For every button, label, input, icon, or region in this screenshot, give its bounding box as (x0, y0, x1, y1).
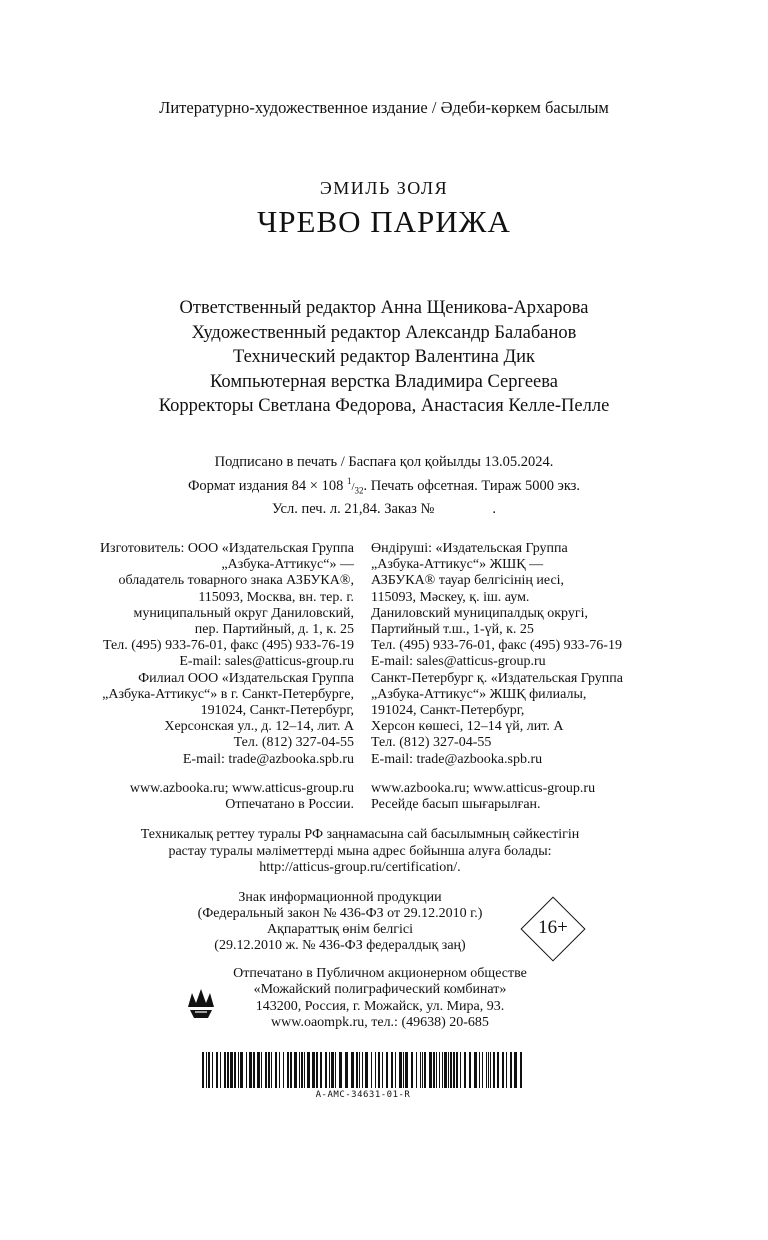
format-prefix: Формат издания 84 × 108 (187, 477, 347, 494)
manufacturer-kz-line: Даниловский муниципалдық округі, (371, 605, 588, 621)
barcode-bar (216, 1052, 218, 1088)
barcode-bar (382, 1052, 383, 1088)
barcode-bar (442, 1052, 443, 1088)
barcode-bar (249, 1052, 252, 1088)
barcode-bar (474, 1052, 477, 1088)
branch-ru-line: E-mail: trade@azbooka.spb.ru (182, 751, 354, 767)
barcode-bar (436, 1052, 437, 1088)
format-line: Формат издания 84 × 108 $^1/_{32}$. Печать офсетная. Тираж 5000 экз. (187, 475, 581, 496)
credit-line: Компьютерная верстка Владимира Сергеева (210, 371, 558, 392)
barcode-bar (212, 1052, 213, 1088)
printer-line: 143200, Россия, г. Можайск, ул. Мира, 93. (255, 998, 505, 1014)
manufacturer-kz (371, 541, 731, 813)
barcode-bar (230, 1052, 233, 1088)
barcode-bar (482, 1052, 483, 1088)
manufacturer-ru-line: Тел. (495) 933-76-01, факс (495) 933-76-19 (103, 638, 354, 654)
barcode-bar (378, 1052, 380, 1088)
barcode-bar (371, 1052, 372, 1088)
barcode-bar (238, 1052, 239, 1088)
barcode-bar (493, 1052, 495, 1088)
certification-link: http://atticus-group.ru/certification/. (259, 860, 461, 875)
branch-kz-line: Тел. (812) 327-04-55 (371, 735, 492, 751)
barcode-bar (246, 1052, 247, 1088)
barcode-bar (411, 1052, 413, 1088)
branch-ru-line: Херсонская ул., д. 12–14, лит. А (164, 719, 354, 735)
printer-line: «Можайский полиграфический комбинат» (253, 982, 507, 998)
barcode-bar (208, 1052, 210, 1088)
web-ru-line: www.azbooka.ru; www.atticus-group.ru (129, 780, 354, 796)
barcode-bar (429, 1052, 432, 1088)
branch-ru-line: Филиал ООО «Издательская Группа (138, 670, 354, 686)
age-rating: 16+ (538, 917, 568, 938)
barcode-bar (469, 1052, 471, 1088)
manufacturer-ru (24, 541, 354, 813)
barcode-bar (391, 1052, 393, 1088)
barcode-bar (227, 1052, 229, 1088)
barcode-bar (416, 1052, 417, 1088)
barcode-bar (456, 1052, 458, 1088)
barcode-bar (275, 1052, 277, 1088)
barcode-bar (206, 1052, 207, 1088)
web-ru-line: Отпечатано в России. (225, 797, 354, 813)
certification-line: растау туралы мәліметтерді мына адрес бойынша алуға болады: (168, 843, 552, 859)
barcode-bar (448, 1052, 449, 1088)
barcode-bar (520, 1052, 522, 1088)
barcode-bar (345, 1052, 348, 1088)
barcode-bar (283, 1052, 284, 1088)
format-frac-num: 1 (346, 475, 352, 486)
manufacturer-ru-line: муниципальный округ Даниловский, (133, 605, 354, 621)
info-product-sign (190, 890, 490, 954)
barcode-bar (351, 1052, 354, 1088)
branch-kz-line: Херсон көшесі, 12–14 үй, лит. А (371, 719, 564, 735)
certification-line: Техникалық реттеу туралы РФ заңнамасына сай басылымның сәйкестігін (140, 827, 580, 842)
barcode-bar (433, 1052, 435, 1088)
barcode-bar (307, 1052, 310, 1088)
barcode-bar (395, 1052, 396, 1088)
barcode-bar (506, 1052, 507, 1088)
barcode-bar (257, 1052, 260, 1088)
barcode-bar (325, 1052, 327, 1088)
barcode-bar (365, 1052, 368, 1088)
barcode-icon (200, 1052, 526, 1088)
manufacturer-kz-line: E-mail: sales@atticus-group.ru (371, 654, 546, 670)
branch-kz-line: „Азбука-Аттикус“» ЖШҚ филиалы, (371, 686, 587, 702)
barcode-bar (265, 1052, 267, 1088)
barcode-bar (253, 1052, 255, 1088)
barcode-bar (420, 1052, 421, 1088)
barcode-bar (234, 1052, 236, 1088)
certification-note (60, 827, 660, 877)
barcode-bar (294, 1052, 297, 1088)
manufacturer-kz-line: Тел. (495) 933-76-01, факс (495) 933-76-19 (371, 638, 622, 654)
barcode-bar (301, 1052, 303, 1088)
credit-line: Технический редактор Валентина Дик (232, 347, 536, 367)
manufacturer-ru-line: обладатель товарного знака АЗБУКА®, (118, 573, 354, 589)
barcode-bar (320, 1052, 322, 1088)
manufacturer-ru-line: пер. Партийный, д. 1, к. 25 (194, 622, 354, 638)
manufacturer-ru-line: Изготовитель: ООО «Издательская Группа (99, 541, 354, 556)
barcode-bar (329, 1052, 330, 1088)
manufacturer-kz-line: 115093, Мәскеу, қ. іш. аум. (371, 589, 530, 605)
barcode-bar (268, 1052, 270, 1088)
edition-type: Литературно-художественное издание / Әдеби-көркем басылым (159, 98, 609, 117)
barcode-bar (424, 1052, 426, 1088)
barcode-bar (240, 1052, 243, 1088)
credit-line: Ответственный редактор Анна Щеникова-Архарова (179, 298, 589, 318)
info-sign-line: (Федеральный закон № 436-ФЗ от 29.12.2010 г.) (197, 906, 483, 921)
barcode-bar (486, 1052, 487, 1088)
barcode-bar (514, 1052, 517, 1088)
printer-info (180, 966, 580, 1031)
branch-ru-line: „Азбука-Аттикус“» в г. Санкт-Петербурге, (102, 686, 354, 702)
barcode-bar (386, 1052, 388, 1088)
barcode-bar (502, 1052, 504, 1088)
barcode-bar (290, 1052, 292, 1088)
barcode-bar (444, 1052, 447, 1088)
barcode-bar (450, 1052, 452, 1088)
branch-ru-line: Тел. (812) 327-04-55 (233, 735, 354, 751)
printer-line: Отпечатано в Публичном акционерном обществе (233, 966, 527, 981)
branch-ru-line: 191024, Санкт-Петербург, (200, 703, 354, 719)
web-kz-line: www.azbooka.ru; www.atticus-group.ru (371, 780, 596, 796)
branch-kz-line: 191024, Санкт-Петербург, (371, 703, 525, 719)
branch-kz-line: Санкт-Петербург қ. «Издательская Группа (371, 670, 623, 686)
barcode-bar (405, 1052, 408, 1088)
barcode-bar (312, 1052, 315, 1088)
credit-line: Художественный редактор Александр Балабанов (191, 322, 577, 343)
barcode-bar (335, 1052, 336, 1088)
barcode-bar (299, 1052, 300, 1088)
print-info-block (0, 453, 768, 518)
barcode-bar (510, 1052, 512, 1088)
manufacturer-kz-line: АЗБУКА® тауар белгісінің иесі, (371, 573, 565, 589)
author-name: ЭМИЛЬ ЗОЛЯ (319, 178, 449, 198)
format-frac-den: 32 (354, 485, 364, 496)
manufacturer-ru-line: „Азбука-Аттикус“» — (221, 557, 354, 573)
barcode-bar (279, 1052, 280, 1088)
barcode-bar (359, 1052, 360, 1088)
credit-line: Корректоры Светлана Федорова, Анастасия Келле-Пелле (158, 396, 610, 416)
manufacturer-ru-line: E-mail: sales@atticus-group.ru (179, 654, 354, 670)
barcode-bar (453, 1052, 455, 1088)
barcode-bar (464, 1052, 466, 1088)
barcode-bar (375, 1052, 376, 1088)
barcode-number: A-AMC-34631-01-R (315, 1090, 411, 1100)
web-kz-line: Ресейде басып шығарылған. (371, 797, 541, 813)
barcode-bar (331, 1052, 334, 1088)
branch-kz-line: E-mail: trade@azbooka.spb.ru (371, 751, 543, 767)
barcode-bar (497, 1052, 499, 1088)
barcode-bar (490, 1052, 491, 1088)
credits-block (0, 296, 768, 419)
manufacturer-ru-line: 115093, Москва, вн. тер. г. (198, 589, 354, 605)
order-line: Усл. печ. л. 21,84. Заказ № . (272, 500, 496, 517)
barcode-bar (356, 1052, 358, 1088)
manufacturer-kz-line: Партийный т.ш., 1-үй, к. 25 (371, 622, 534, 638)
barcode-bar (261, 1052, 262, 1088)
barcode-bar (399, 1052, 402, 1088)
barcode-bar (460, 1052, 461, 1088)
barcode-bar (479, 1052, 480, 1088)
barcode-bar (362, 1052, 363, 1088)
barcode-bar (224, 1052, 226, 1088)
barcode-bar (403, 1052, 404, 1088)
manufacturer-kz-line: „Азбука-Аттикус“» ЖШҚ — (371, 557, 544, 573)
info-sign-line: Знак информационной продукции (238, 890, 442, 905)
barcode-bar (220, 1052, 221, 1088)
format-suffix: . Печать офсетная. Тираж 5000 экз. (363, 477, 581, 494)
barcode-bar (488, 1052, 489, 1088)
barcode-bar (422, 1052, 423, 1088)
barcode-bar (271, 1052, 272, 1088)
barcode-bar (316, 1052, 318, 1088)
info-sign-line: (29.12.2010 ж. № 436-ФЗ федералдық заң) (214, 938, 466, 953)
book-title: ЧРЕВО ПАРИЖА (257, 204, 511, 239)
barcode-bar (287, 1052, 289, 1088)
barcode-bar (304, 1052, 305, 1088)
barcode-bar (339, 1052, 342, 1088)
printer-line: www.oaompk.ru, тел.: (49638) 20-685 (271, 1014, 489, 1030)
signed-date: Подписано в печать / Баспаға қол қойылды 13.05.2024. (214, 454, 554, 470)
barcode-bar (202, 1052, 204, 1088)
barcode-bar (439, 1052, 440, 1088)
age-rating-badge (521, 897, 585, 961)
manufacturer-kz-line: Өндіруші: «Издательская Группа (371, 541, 568, 556)
info-sign-line: Ақпараттық өнім белгісі (266, 922, 414, 937)
